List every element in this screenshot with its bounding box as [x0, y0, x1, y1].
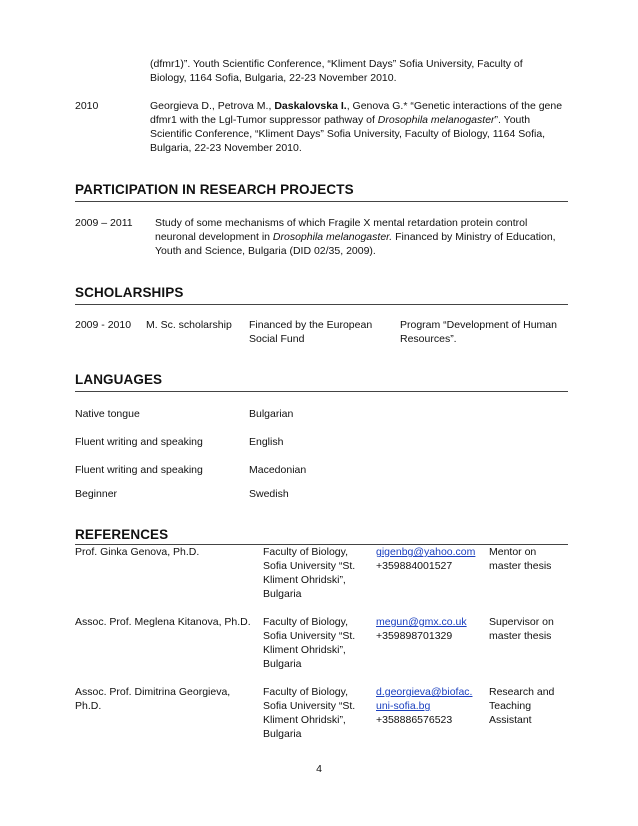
- section-title-scholarships: SCHOLARSHIPS: [75, 285, 184, 300]
- reference-role: Mentor on master thesis: [489, 546, 552, 572]
- language-name: Swedish: [249, 488, 289, 500]
- reference-role: Supervisor on master thesis: [489, 616, 554, 642]
- reference-name: Prof. Ginka Genova, Ph.D.: [75, 546, 200, 558]
- section-title-languages: LANGUAGES: [75, 372, 163, 387]
- section-divider: [75, 201, 568, 202]
- scholarship-funder: Financed by the European Social Fund: [249, 319, 373, 345]
- publication-line-1: Georgieva D., Petrova M., Daskalovska I., Genova G.* “Genetic interactions of the gene: [150, 100, 563, 112]
- publication-line: Biology, 1164 Sofia, Bulgaria, 22-23 November 2010.: [150, 72, 397, 84]
- project-period: 2009 – 2011: [75, 217, 133, 229]
- phone-number: +359884001527: [376, 560, 453, 572]
- phone-number: +359898701329: [376, 630, 453, 642]
- reference-name: Assoc. Prof. Meglena Kitanova, Ph.D.: [75, 616, 251, 628]
- reference-role: Research and Teaching Assistant: [489, 686, 555, 726]
- language-name: Macedonian: [249, 464, 307, 476]
- email-link[interactable]: d.georgieva@biofac.: [376, 686, 473, 698]
- section-divider: [75, 391, 568, 392]
- email-link[interactable]: gigenbg@yahoo.com: [376, 546, 476, 558]
- publication-entry-continued: [150, 57, 570, 85]
- section-divider: [75, 304, 568, 305]
- email-link[interactable]: megun@gmx.co.uk: [376, 616, 467, 628]
- phone-number: +358886576523: [376, 714, 453, 726]
- reference-contact: [376, 615, 486, 643]
- scholarship-program: Program “Development of Human Resources”.: [400, 319, 557, 345]
- publication-line-2: dfmr1 with the Lgl-Tumor suppressor pathway of Drosophila melanogaster”. Youth: [150, 114, 531, 126]
- project-description: Study of some mechanisms of which Fragile X mental retardation protein control neuronal development in Drosophila melanogaster. Financed by Ministry of Education, Youth and Science, Bulgaria (DID 02/35, 2009).: [155, 217, 556, 257]
- language-name: English: [249, 436, 284, 448]
- email-link-continued[interactable]: uni-sofia.bg: [376, 700, 431, 712]
- publication-line: (dfmr1)”. Youth Scientific Conference, “Kliment Days” Sofia University, Faculty of: [150, 58, 523, 70]
- language-level: Native tongue: [75, 408, 140, 420]
- language-level: Fluent writing and speaking: [75, 436, 203, 448]
- author-highlight: Daskalovska I.: [274, 100, 347, 112]
- reference-contact: [376, 545, 486, 573]
- publication-year: 2010: [75, 100, 99, 112]
- reference-name: Assoc. Prof. Dimitrina Georgieva, Ph.D.: [75, 686, 231, 712]
- scholarship-period: 2009 - 2010: [75, 319, 132, 331]
- reference-affiliation: Faculty of Biology, Sofia University “St. Kliment Ohridski”, Bulgaria: [263, 616, 356, 670]
- section-title-projects: PARTICIPATION IN RESEARCH PROJECTS: [75, 182, 354, 197]
- publication-line-4: Bulgaria, 22-23 November 2010.: [150, 142, 302, 154]
- reference-affiliation: Faculty of Biology, Sofia University “St. Kliment Ohridski”, Bulgaria: [263, 546, 356, 600]
- reference-contact: [376, 685, 486, 727]
- language-level: Beginner: [75, 488, 118, 500]
- page-number: 4: [316, 763, 322, 775]
- reference-affiliation: Faculty of Biology, Sofia University “St. Kliment Ohridski”, Bulgaria: [263, 686, 356, 740]
- scholarship-type: M. Sc. scholarship: [146, 319, 232, 331]
- publication-entry: [150, 99, 570, 155]
- language-name: Bulgarian: [249, 408, 294, 420]
- section-title-references: REFERENCES: [75, 527, 169, 542]
- publication-line-3: Scientific Conference, “Kliment Days” Sofia University, Faculty of Biology, 1164 Sofia,: [150, 128, 546, 140]
- language-level: Fluent writing and speaking: [75, 464, 203, 476]
